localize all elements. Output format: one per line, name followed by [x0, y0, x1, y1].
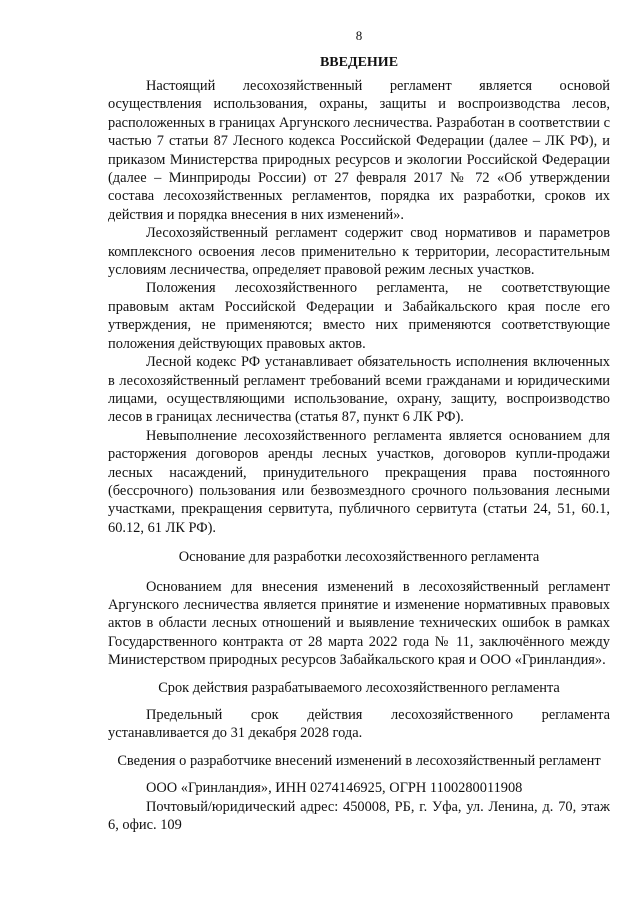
intro-paragraph-1: Настоящий лесохозяйственный регламент является основой осуществления использования, охраны, защиты и воспроизводства лесов, расположенных в границах Аргунского лесничества. Разработан в соответствии с частью 7 статьи 87 Лесного кодекса Российской Федерации (далее – ЛК РФ), и приказом Министерства природных ресурсов и экологии Российской Федерации (далее – Минприроды России) от 27 февраля 2017 № 72 «Об утверждении состава лесохозяйственных регламентов, порядка их разработки, сроков их действия и порядка внесения в них изменений».	[108, 78, 610, 223]
document-page	[108, 28, 610, 834]
basis-paragraph: Основанием для внесения изменений в лесохозяйственный регламент Аргунского лесничества является принятие и изменение нормативных правовых актов в области лесных отношений и выявление технических ошибок в рамках Государственного контракта от 28 марта 2022 года № 11, заключённого между Министерством природных ресурсов Забайкальского края и ООО «Гринландия».	[108, 578, 610, 669]
intro-heading: ВВЕДЕНИЕ	[319, 55, 399, 70]
term-heading: Срок действия разрабатываемого лесохозяйственного регламента	[158, 679, 560, 696]
developer-info-line: ООО «Гринландия», ИНН 0274146925, ОГРН 1100280011908	[146, 780, 523, 797]
developer-address-line: Почтовый/юридический адрес: 450008, РБ, г. Уфа, ул. Ленина, д. 70, этаж 6, офис. 109	[108, 798, 610, 834]
intro-paragraph-2: Лесохозяйственный регламент содержит свод нормативов и параметров комплексного освоения лесов применительно к территории, лесорастительным условиям лесничества, определяет правовой режим лесных участков.	[108, 225, 610, 279]
page-number: 8	[355, 28, 363, 43]
term-paragraph: Предельный срок действия лесохозяйственного регламента устанавливается до 31 декабря 2028 года.	[108, 707, 610, 742]
intro-paragraph-5: Невыполнение лесохозяйственного регламента является основанием для расторжения договоров аренды лесных участков, договоров купли-продажи лесных насаждений, принудительного прекращения права постоянного (бессрочного) пользования или безвозмездного срочного пользования лесными участками, прекращения сервитута, публичного сервитута (статьи 24, 51, 60.1, 60.12, 61 ЛК РФ).	[108, 427, 610, 536]
intro-paragraph-4: Лесной кодекс РФ устанавливает обязательность исполнения включенных в лесохозяйственный регламент требований всеми гражданами и юридическими лицами, осуществляющими использование, охрану, защиту, воспроизводство лесов в границах лесничества (статья 87, пункт 6 ЛК РФ).	[108, 354, 610, 426]
intro-paragraph-3: Положения лесохозяйственного регламента, не соответствующие правовым актам Российской Федерации и Забайкальского края после его утверждения, не применяются; вместо них применяются соответствующие положения действующих правовых актов.	[108, 280, 610, 352]
basis-heading: Основание для разработки лесохозяйственного регламента	[178, 549, 540, 566]
developer-heading: Сведения о разработчике внесений изменений в лесохозяйственный регламент	[117, 752, 601, 769]
